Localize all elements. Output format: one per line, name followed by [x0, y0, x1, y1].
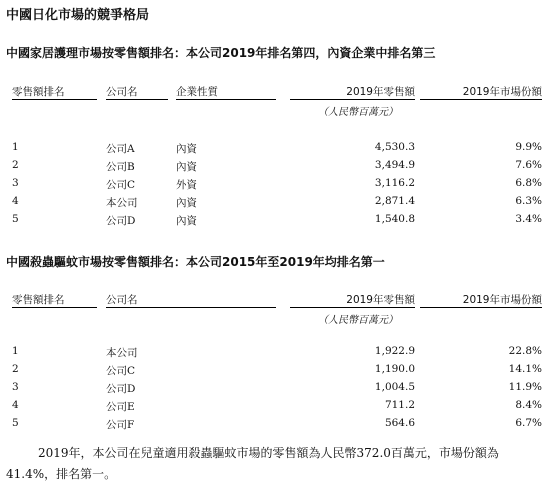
table1-row-sales: 1,540.8: [374, 213, 415, 225]
table2-row-sales: 1,190.0: [374, 363, 415, 375]
table1-row-nature: 內資: [176, 161, 197, 173]
table1-rule-sales: [290, 99, 415, 100]
table1-row-sales: 3,494.9: [374, 159, 415, 171]
table1-header-sales: 2019年零售額: [346, 86, 415, 98]
table1-row-sales: 2,871.4: [374, 195, 415, 207]
table2-row-company: 公司C: [106, 365, 136, 377]
table1-row-share: 9.9%: [515, 141, 542, 153]
table1-row-rank: 4: [12, 195, 19, 207]
table1-row-rank: 2: [12, 159, 19, 171]
table1-title: 中國家居護理市場按零售額排名：本公司2019年排名第四，內資企業中排名第三: [6, 46, 436, 60]
table1-row-nature: 內資: [176, 197, 197, 209]
table1-row-nature: 內資: [176, 215, 197, 227]
table2-header-company: 公司名: [106, 294, 138, 306]
table2-row-rank: 5: [12, 417, 19, 429]
table1-rule-share: [420, 99, 542, 100]
table2-row-rank: 3: [12, 381, 19, 393]
table2-row-share: 22.8%: [508, 345, 542, 357]
table2-row-company: 公司E: [106, 401, 135, 413]
table1-row-company: 公司C: [106, 179, 136, 191]
table2-row-share: 14.1%: [508, 363, 542, 375]
table1-rule-company: [106, 99, 168, 100]
table1-row-rank: 3: [12, 177, 19, 189]
table1-header-nature: 企業性質: [176, 86, 218, 98]
table2-row-share: 11.9%: [508, 381, 542, 393]
table1-row-sales: 4,530.3: [374, 141, 415, 153]
table1-row-company: 公司D: [106, 215, 136, 227]
table2-row-sales: 1,004.5: [374, 381, 415, 393]
page-title: 中國日化市場的競爭格局: [6, 8, 150, 23]
table2-rule-sales: [290, 307, 415, 308]
table1-row-nature: 外資: [176, 179, 197, 191]
table1-rule-rank: [12, 99, 97, 100]
table1-row-rank: 1: [12, 141, 19, 153]
table2-row-rank: 1: [12, 345, 19, 357]
table2-row-rank: 2: [12, 363, 19, 375]
table1-header-share: 2019年市場份額: [462, 86, 542, 98]
table1-header-company: 公司名: [106, 86, 138, 98]
table2-row-sales: 1,922.9: [374, 345, 415, 357]
table1-row-nature: 內資: [176, 143, 197, 155]
table1-header-rank: 零售額排名: [12, 86, 65, 98]
table2-row-company: 本公司: [106, 347, 138, 359]
table2-row-share: 6.7%: [515, 417, 542, 429]
table1-row-share: 6.8%: [515, 177, 542, 189]
table1-row-company: 公司B: [106, 161, 135, 173]
table2-row-company: 公司F: [106, 419, 135, 431]
table1-row-rank: 5: [12, 213, 19, 225]
table2-row-sales: 564.6: [384, 417, 415, 429]
table2-rule-company: [106, 307, 276, 308]
table1-row-company: 公司A: [106, 143, 135, 155]
table1-rule-nature: [176, 99, 276, 100]
table2-rule-share: [420, 307, 542, 308]
table1-row-sales: 3,116.2: [374, 177, 415, 189]
table2-row-share: 8.4%: [515, 399, 542, 411]
table2-unit: （人民幣百萬元）: [318, 315, 398, 326]
table2-header-share: 2019年市場份額: [462, 294, 542, 306]
table1-row-share: 7.6%: [515, 159, 542, 171]
table1-row-share: 3.4%: [515, 213, 542, 225]
table1-row-company: 本公司: [106, 197, 138, 209]
table2-row-rank: 4: [12, 399, 19, 411]
table2-title: 中國殺蟲驅蚊市場按零售額排名：本公司2015年至2019年均排名第一: [6, 255, 385, 269]
table2-row-company: 公司D: [106, 383, 136, 395]
table2-header-rank: 零售額排名: [12, 294, 65, 306]
table2-row-sales: 711.2: [384, 399, 415, 411]
table1-unit: （人民幣百萬元）: [318, 107, 398, 118]
table2-header-sales: 2019年零售額: [346, 294, 415, 306]
table2-rule-rank: [12, 307, 97, 308]
summary-paragraph: 2019年，本公司在兒童適用殺蟲驅蚊市場的零售額為人民幣372.0百萬元，市場份額為41.4%，排名第一。: [6, 446, 499, 481]
table1-row-share: 6.3%: [515, 195, 542, 207]
